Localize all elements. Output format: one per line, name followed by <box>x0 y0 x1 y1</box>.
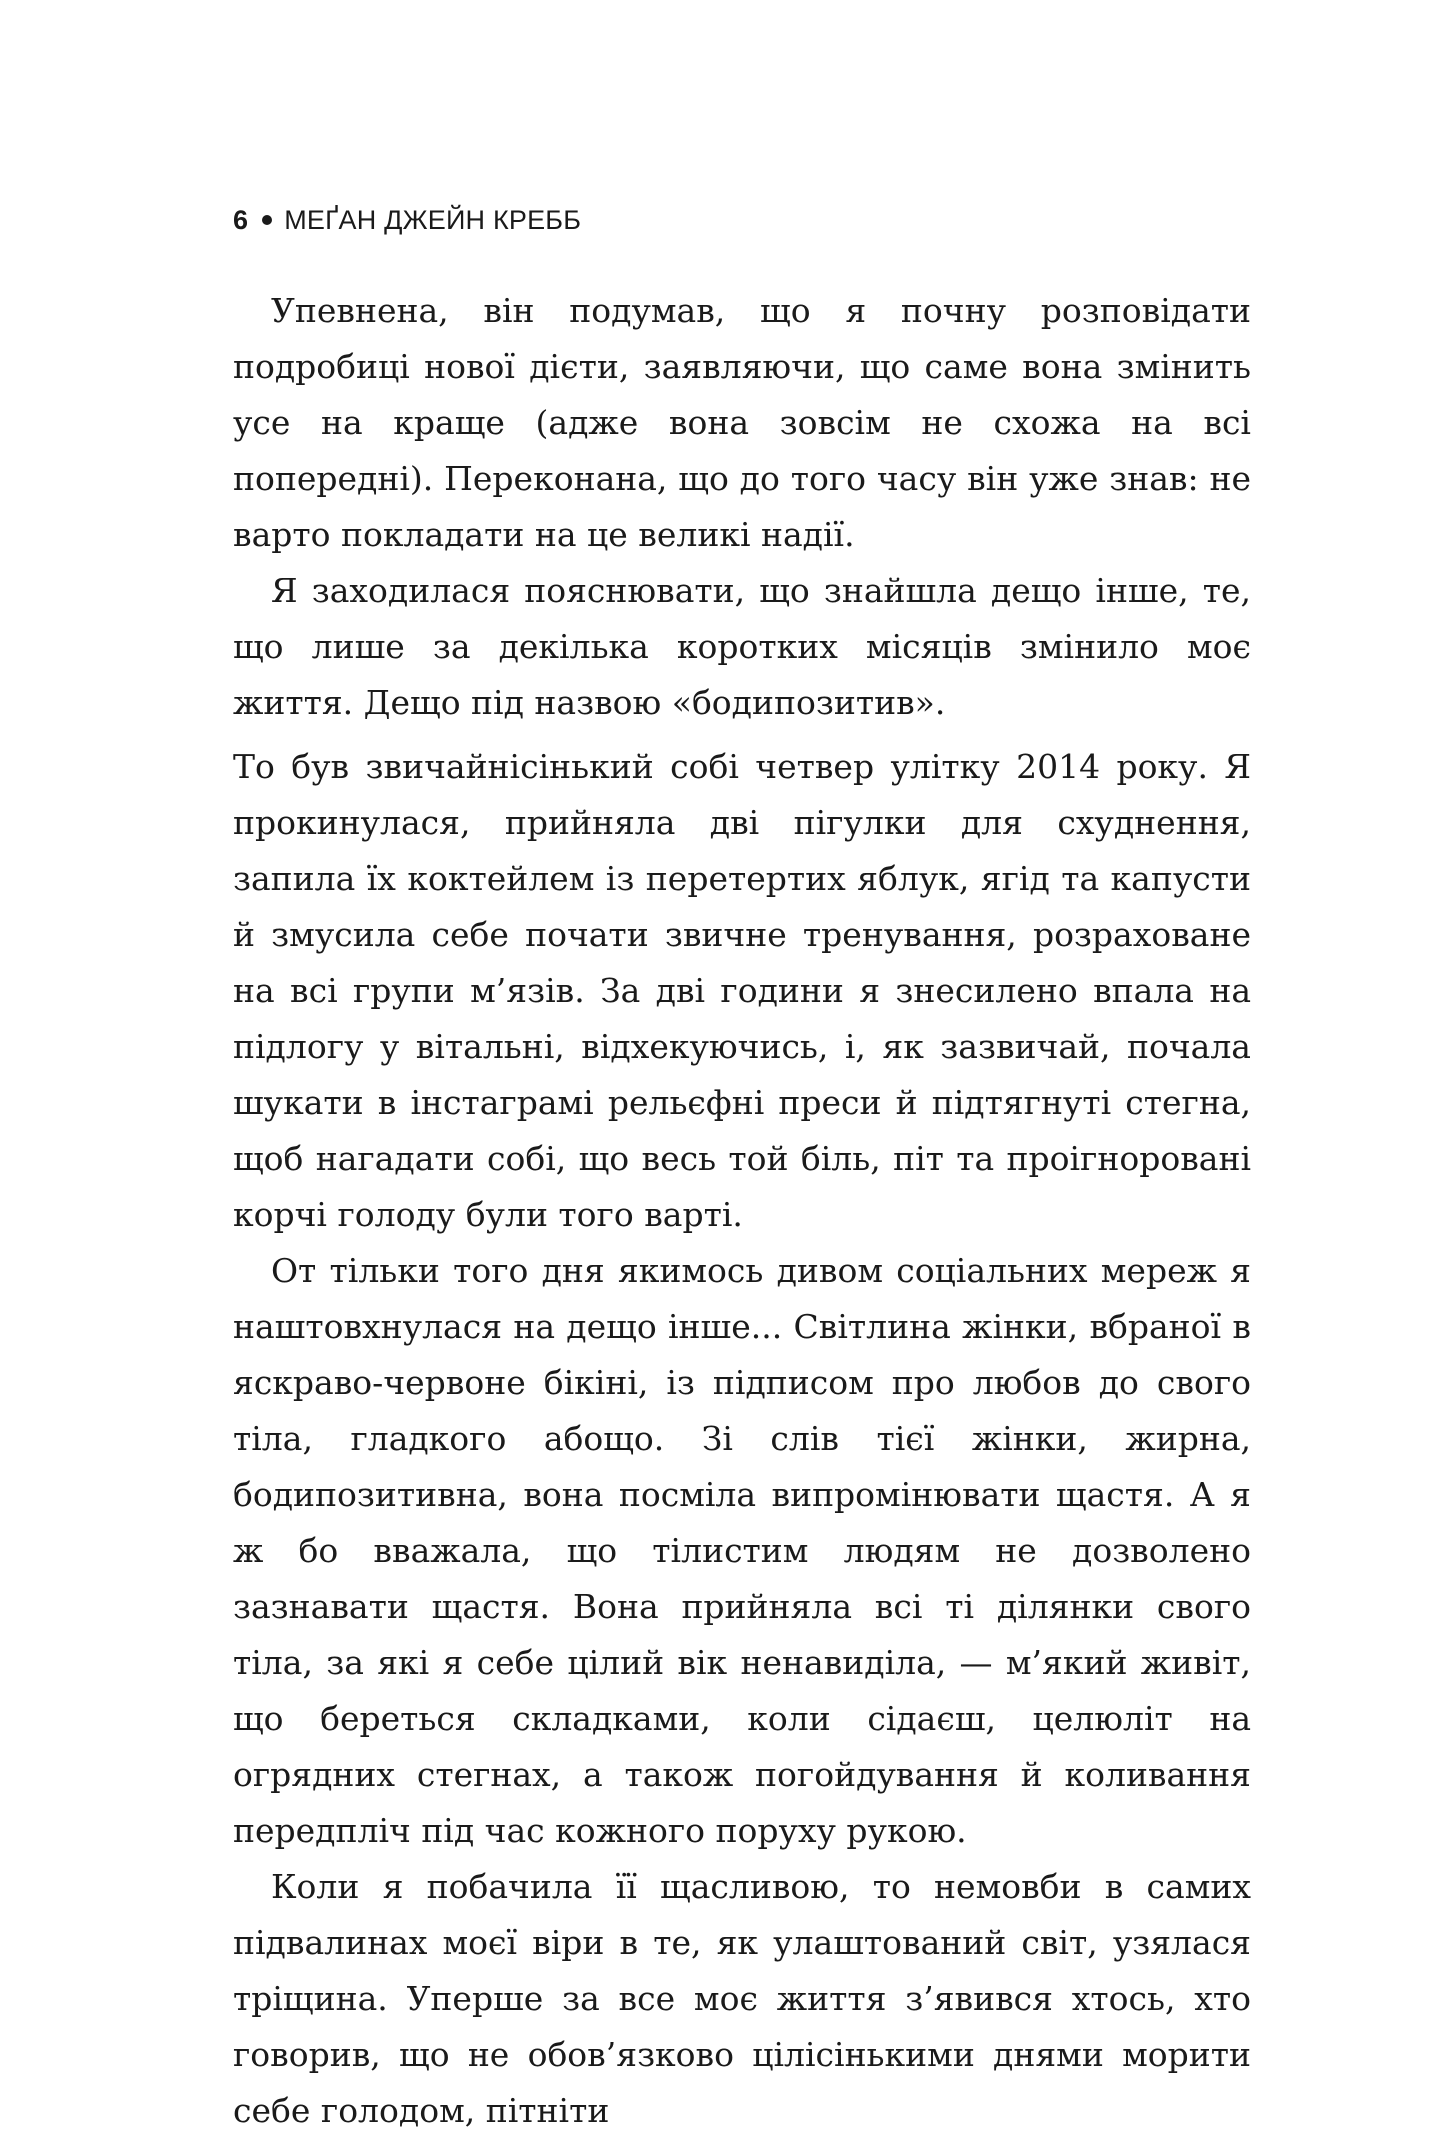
paragraph: Упевнена, він подумав, що я почну розповідати подробиці нової дієти, заявляючи, що саме вона змінить усе на краще (адже вона зовсім не схожа на всі попередні). Переконана, що до того часу він уже знав: не варто покладати на це великі надії. <box>233 291 1251 554</box>
page-number: 6 <box>233 205 249 235</box>
author-name: МЕҐАН ДЖЕЙН КРЕББ <box>284 205 582 235</box>
text-section-2 <box>233 739 1251 2139</box>
bullet-separator <box>262 215 272 225</box>
paragraph: От тільки того дня якимось дивом соціальних мереж я наштовхнулася на дещо інше... Світлина жінки, вбраної в яскраво-червоне бікіні, із підписом про любов до свого тіла, гладкого абощо. Зі слів тієї жінки, жирна, бодипозитивна, вона посміла випромінювати щастя. А я ж бо вважала, що тілистим людям не дозволено зазнавати щастя. Вона прийняла всі ті ділянки свого тіла, за які я себе цілий вік ненавиділа, — м’який живіт, що береться складками, коли сідаєш, целюліт на огрядних стегнах, а також погойдування й коливання передпліч під час кожного поруху рукою. <box>233 1251 1251 1850</box>
paragraph: Коли я побачила її щасливою, то немовби в самих підвалинах моєї віри в те, як улаштований світ, узялася тріщина. Уперше за все моє життя з’явився хтось, хто говорив, що не обов’язково цілісінькими днями морити себе голодом, пітніти <box>233 1867 1251 2130</box>
paragraph: Я заходилася пояснювати, що знайшла дещо інше, те, що лише за декілька коротких місяців змінило моє життя. Дещо під назвою «бодипозитив». <box>233 571 1251 722</box>
running-head <box>233 205 581 236</box>
text-section-1 <box>233 283 1251 731</box>
paragraph: То був звичайнісінький собі четвер улітку 2014 року. Я прокинулася, прийняла дві пігулки для схуднення, запила їх коктейлем із перетертих яблук, ягід та капусти й змусила себе почати звичне тренування, розраховане на всі групи м’язів. За дві години я знесилено впала на підлогу у вітальні, відхекуючись, і, як зазвичай, почала шукати в інстаграмі рельєфні преси й підтягнуті стегна, щоб нагадати собі, що весь той біль, піт та проігноровані корчі голоду були того варті. <box>233 747 1251 1234</box>
